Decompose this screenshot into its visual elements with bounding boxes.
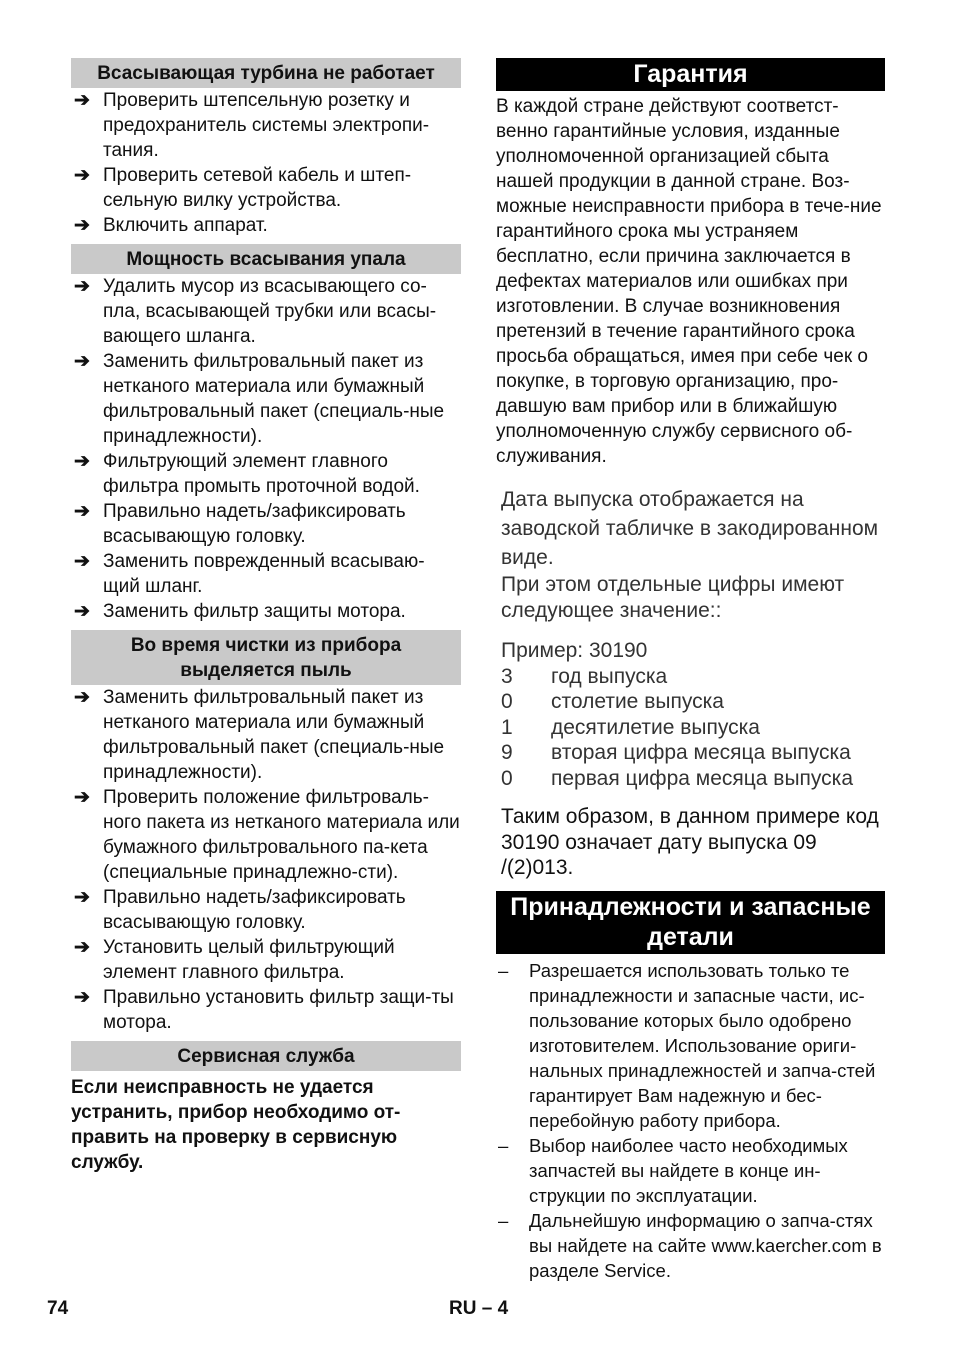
arrow-icon: ➔	[74, 351, 90, 372]
section-heading-warranty: Гарантия	[496, 58, 885, 91]
list-item: ➔ Заменить фильтровальный пакет из нетканого материала или бумажный фильтровальный пакет (специаль-ные принадлежности).	[74, 687, 445, 783]
right-column	[496, 58, 885, 1283]
date-code-intro: Дата выпуска отображается на заводской табличке в закодированном виде.	[501, 488, 879, 569]
arrow-icon: ➔	[74, 451, 90, 472]
dash-icon: –	[498, 959, 509, 981]
table-row: 0 первая цифра месяца выпуска	[501, 766, 854, 790]
date-code-conclusion: Таким образом, в данном примере код 30190 означает дату выпуска 09 /(2)013.	[501, 805, 879, 879]
arrow-icon: ➔	[74, 987, 90, 1008]
list-item: ➔ Установить целый фильтрующий элемент главного фильтра.	[74, 937, 395, 983]
page-number: 74	[47, 1298, 69, 1319]
turbine-checklist	[71, 88, 461, 238]
list-item: ➔ Включить аппарат.	[74, 215, 268, 236]
section-heading-dust: Во время чистки из прибора выделяется пыль	[71, 630, 461, 685]
list-item: – Разрешается использовать только те принадлежности и запасные части, ис-пользование которых было одобрено изготовителем. Использование ориги-нальных принадлежностей и запча-стей гарантирует Вам надежную и бес-перебойную работу прибора.	[498, 959, 876, 1131]
table-row: 3 год выпуска	[501, 664, 668, 688]
dust-checklist	[71, 685, 461, 1035]
list-item: ➔ Фильтрующий элемент главного фильтра промыть проточной водой.	[74, 451, 420, 497]
arrow-icon: ➔	[74, 687, 90, 708]
list-item: ➔ Заменить фильтровальный пакет из нетканого материала или бумажный фильтровальный пакет (специаль-ные принадлежности).	[74, 351, 445, 447]
date-code-meaning: При этом отдельные цифры имеют следующее значение::	[501, 573, 845, 622]
date-code-table	[496, 664, 885, 792]
arrow-icon: ➔	[74, 276, 90, 297]
page-label: RU – 4	[449, 1298, 509, 1319]
warranty-text: В каждой стране действуют соответст-венно гарантийные условия, изданные уполномоченной организацией сбыта нашей продукции в данной стране. Воз-можные неисправности прибора в тече-ние гарантийного срока мы устраняем бесплатно, если причина заключается в дефектах материалов или ошибках при изготовлении. В случае возникновения претензий в течение гарантийного срока просьба обращаться, имея при себе чек о покупке, в торговую организацию, про-давшую вам прибор или в ближайшую уполномоченную службу сервисного об-служивания.	[496, 96, 882, 467]
arrow-icon: ➔	[74, 215, 90, 236]
arrow-icon: ➔	[74, 501, 90, 522]
list-item: ➔ Правильно надеть/зафиксировать всасывающую головку.	[74, 887, 406, 933]
section-heading-suction: Мощность всасывания упала	[71, 244, 461, 274]
list-item: ➔ Правильно установить фильтр защи-ты мотора.	[74, 987, 454, 1033]
section-heading-turbine: Всасывающая турбина не работает	[71, 58, 461, 88]
date-code-example: Пример: 30190	[501, 639, 648, 662]
dash-icon: –	[498, 1134, 509, 1156]
arrow-icon: ➔	[74, 165, 90, 186]
list-item: ➔ Правильно надеть/зафиксировать всасывающую головку.	[74, 501, 406, 547]
list-item: – Дальнейшую информацию о запча-стях вы найдете на сайте www.kaercher.com в разделе Service.	[498, 1209, 882, 1281]
section-heading-service: Сервисная служба	[71, 1041, 461, 1071]
list-item: ➔ Проверить сетевой кабель и штеп-сельную вилку устройства.	[74, 165, 412, 211]
list-item: ➔ Проверить штепсельную розетку и предохранитель системы электропи-тания.	[74, 90, 430, 161]
left-column	[71, 58, 461, 1175]
arrow-icon: ➔	[74, 787, 90, 808]
table-row: 9 вторая цифра месяца выпуска	[501, 741, 851, 764]
table-row: 0 столетие выпуска	[501, 690, 724, 713]
service-text: Если неисправность не удается устранить, прибор необходимо от-править на проверку в сервисную службу.	[71, 1077, 401, 1173]
arrow-icon: ➔	[74, 937, 90, 958]
list-item: ➔ Удалить мусор из всасывающего со-пла, всасывающей трубки или всасы-вающего шланга.	[74, 276, 437, 347]
accessories-list	[496, 958, 885, 1283]
table-row: 1 десятилетие выпуска	[501, 715, 760, 739]
arrow-icon: ➔	[74, 887, 90, 908]
list-item: – Выбор наиболее часто необходимых запчастей вы найдете в конце ин-струкции по эксплуатации.	[498, 1134, 848, 1206]
dash-icon: –	[498, 1209, 509, 1231]
section-heading-accessories: Принадлежности и запасные детали	[496, 891, 885, 954]
list-item: ➔ Заменить фильтр защиты мотора.	[74, 601, 406, 622]
suction-checklist	[71, 274, 461, 624]
list-item: ➔ Проверить положение фильтроваль-ного пакета из нетканого материала или бумажного фильтровального па-кета (специальные принадлежно-сти).	[74, 787, 460, 883]
arrow-icon: ➔	[74, 551, 90, 572]
arrow-icon: ➔	[74, 90, 90, 111]
list-item: ➔ Заменить поврежденный всасываю-щий шланг.	[74, 551, 425, 597]
arrow-icon: ➔	[74, 601, 90, 622]
